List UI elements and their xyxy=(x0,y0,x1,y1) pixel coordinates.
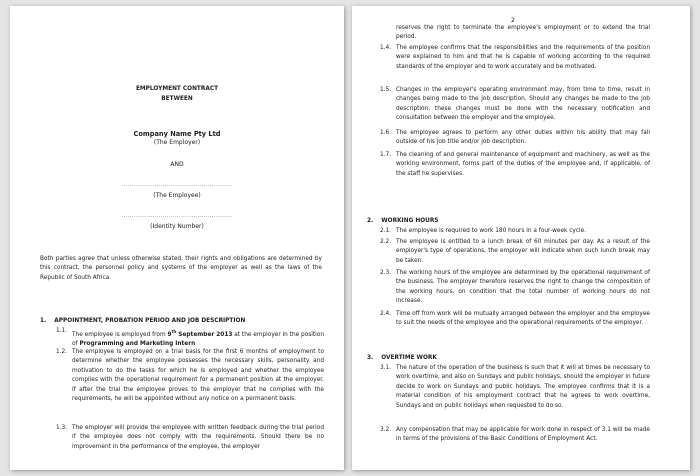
clause-text: The working hours of the employee are determined by the operational requirement of the business. The employer therefore reserves the right to change the composition of the working hours, on condition that the total number of working hours do not increase. xyxy=(396,270,650,305)
clause-number: 1.6. xyxy=(380,130,392,136)
section-1-heading xyxy=(40,317,330,326)
company-name: Company Name Pty Ltd xyxy=(133,130,221,138)
clause-text: The cleaning of and general maintenance of equipment and machinery, as well as the working environment, forms part of the duties of the employee and, if applicable, of the staff he supervises. xyxy=(396,152,650,177)
clause-1-3 xyxy=(56,424,324,452)
section-1-title: APPOINTMENT, PROBATION PERIOD AND JOB DESCRIPTION xyxy=(54,318,246,324)
clause-text: The employer will provide the employee with written feedback during the trial period if the employee does not comply with the requirements. Should there be no improvement in the performance of the employee, the employer xyxy=(72,425,324,450)
clause-text: Time off from work will be mutually arranged between the employer and the employee to suit the needs of the employee and the operational requirements of the employer. xyxy=(396,311,650,327)
clause-text-continued: at the employer in the position of xyxy=(72,331,324,348)
identity-number-line: ...................................................... xyxy=(121,213,233,219)
clause-3-1 xyxy=(380,364,650,411)
section-3-number: 3. xyxy=(367,355,374,361)
document-page-1 xyxy=(10,6,344,470)
clause-text: The employee is employed on a trial basis for the first 6 months of employment to determine whether the employee possesses the necessary skills, personality and motivation to do the tasks for which he is employed and whether the employee complies with the operational requirement for a permanent position at the employer. If after the trial the employee proves to the employer that he complies with the requirements, he will be appointed without any notice on a permanent basis. xyxy=(72,349,324,403)
section-2-number: 2. xyxy=(367,218,374,224)
employee-signature-line: ...................................................... xyxy=(121,182,233,188)
section-1-number: 1. xyxy=(40,318,47,324)
intro-paragraph: Both parties agree that unless otherwise stated, their rights and obligations are determined by this contract, the personnel policy and systems of the employer as well as the laws of the Republic of South Africa. xyxy=(40,256,322,281)
document-page-2 xyxy=(352,6,690,470)
clause-text: The employee is required to work 180 hours in a four-week cycle. xyxy=(396,228,587,234)
contract-title: EMPLOYMENT CONTRACT xyxy=(135,86,219,92)
clause-1-1 xyxy=(56,327,324,350)
clause-number: 2.1. xyxy=(380,228,392,234)
clause-number: 1.4. xyxy=(380,45,392,51)
employee-label: (The Employee) xyxy=(153,192,201,199)
clause-1-5 xyxy=(380,86,650,124)
clause-number: 1.3. xyxy=(56,425,68,431)
clause-number: 2.4. xyxy=(380,311,392,317)
identity-number-label: (Identity Number) xyxy=(150,223,204,230)
clause-2-2 xyxy=(380,238,650,266)
clause-text: The employee confirms that the responsibilities and the requirements of the position were explained to him and that he is capable of working according to the required standards of the employer and to work accurately and be motivated. xyxy=(396,45,650,70)
clause-1-6 xyxy=(380,129,650,148)
employer-label: (The Employer) xyxy=(153,139,201,146)
clause-text: Changes in the employer's operating environment may, from time to time, result in changes being made to the job description. Should any changes be made to the job description, these changes must be done with the necessary notification and consultation between the employer and the employee. xyxy=(396,87,650,122)
clause-text: The nature of the operation of the business is such that it will at times be necessary to work overtime, and also on Sundays and public holidays, should the employer in future decide to work on Sundays and public holidays. The employee confirms that it is a material condition of his employment contract that he agrees to work overtime, Sundays and on public holidays when requested to do so. xyxy=(396,365,650,409)
between-label: BETWEEN xyxy=(161,96,193,102)
clause-number: 2.3. xyxy=(380,270,392,276)
clause-1-3-continued xyxy=(380,24,650,43)
clause-number: 1.2. xyxy=(56,349,68,355)
clause-1-4 xyxy=(380,44,650,72)
section-3-heading xyxy=(367,354,657,363)
clause-number: 1.1. xyxy=(56,328,68,334)
start-date-day: 9 xyxy=(167,331,172,338)
and-label: AND xyxy=(170,161,184,168)
clause-text: The employee agrees to perform any other duties within his ability that may fall outside of his job title and/or job description. xyxy=(396,130,650,146)
clause-2-1 xyxy=(380,227,650,236)
clause-3-2 xyxy=(380,426,650,445)
clause-1-2 xyxy=(56,348,324,404)
clause-2-3 xyxy=(380,269,650,307)
clause-text: The employee is entitled to a lunch break of 60 minutes per day. As a result of the employer's type of operations, the employer will indicate when such lunch break may be taken. xyxy=(396,239,650,264)
section-2-heading xyxy=(367,217,657,226)
clause-2-4 xyxy=(380,310,650,329)
clause-text: The employee is employed from xyxy=(72,331,168,338)
start-date-suffix: th xyxy=(171,329,177,334)
clause-number: 2.2. xyxy=(380,239,392,245)
clause-number: 3.1. xyxy=(380,365,392,371)
clause-number: 3.2. xyxy=(380,427,392,433)
section-2-title: WORKING HOURS xyxy=(381,218,439,224)
start-date-rest: September 2013 xyxy=(176,331,233,338)
clause-number: 1.5. xyxy=(380,87,392,93)
page-number: 2 xyxy=(511,17,515,24)
clause-text: Any compensation that may be applicable for work done in respect of 3.1 will be made in terms of the provisions of the Basic Conditions of Employment Act. xyxy=(396,427,650,443)
clause-text: reserves the right to terminate the employee's employment or to extend the trial period. xyxy=(396,25,650,41)
clause-1-7 xyxy=(380,151,650,179)
position-title: Programming and Marketing Intern xyxy=(79,341,196,348)
clause-number: 1.7. xyxy=(380,152,392,158)
section-3-title: OVERTIME WORK xyxy=(381,355,437,361)
